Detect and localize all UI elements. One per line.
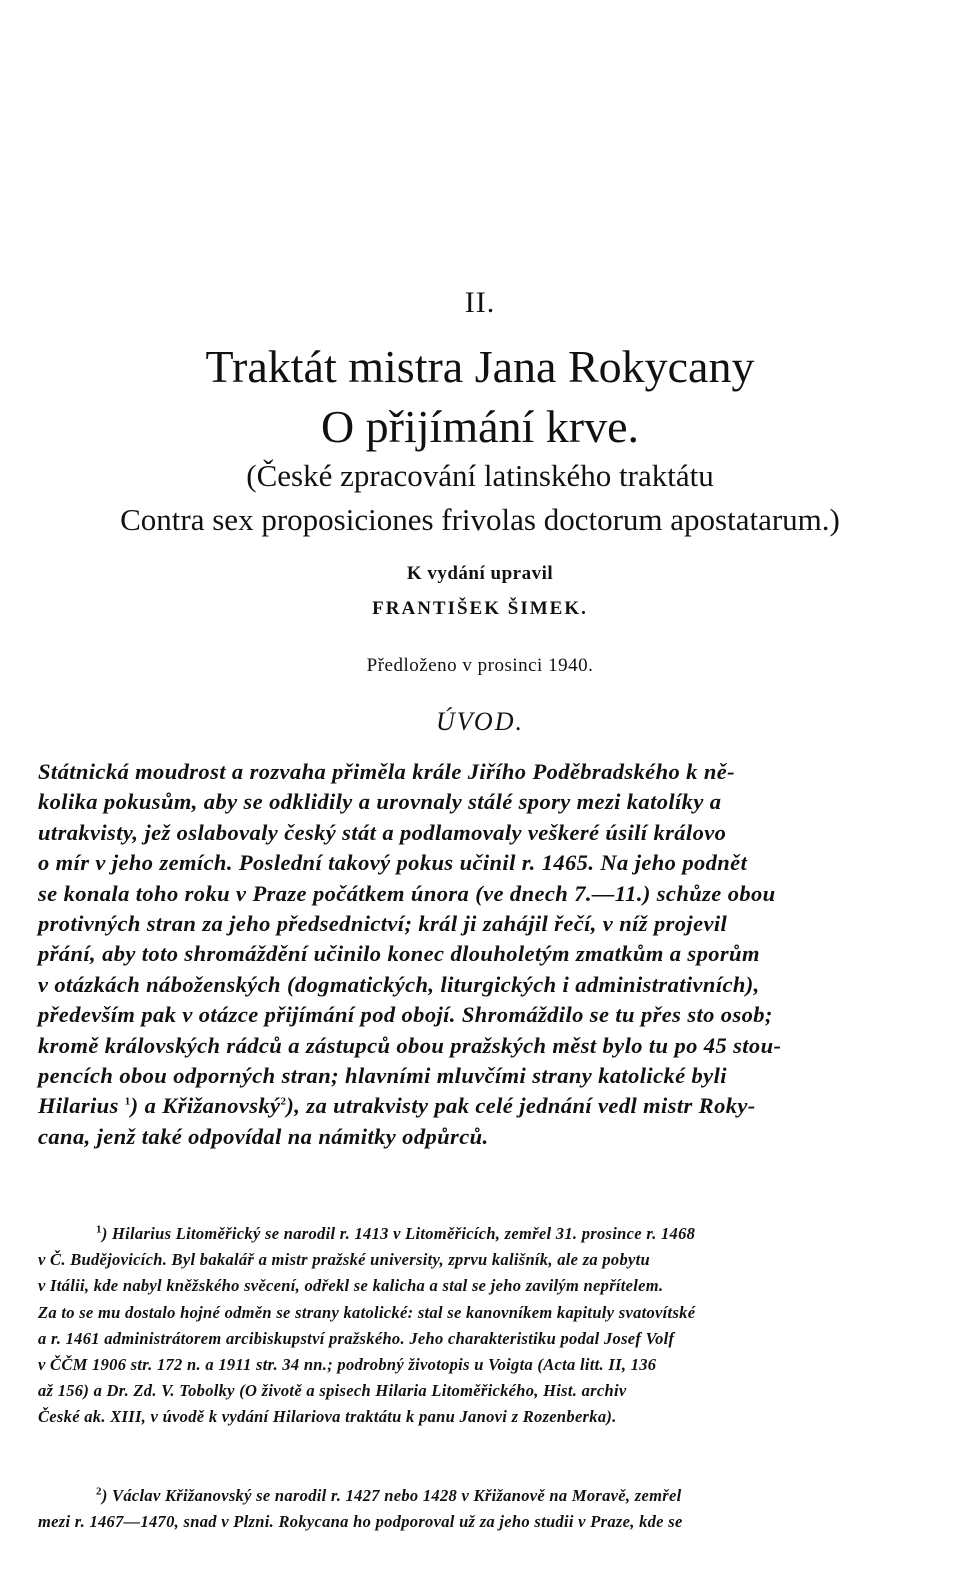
intro-paragraph [38,757,908,1152]
footnote-marker: 2 [96,1485,102,1498]
intro-line: se konala toho roku v Praze počátkem února (ve dnech 7.—11.) schůze obou [38,880,776,906]
footnote-2 [38,1483,908,1535]
intro-line: kolika pokusům, aby se odklidily a urovnaly stálé spory mezi katolíky a [38,789,722,815]
intro-line: o mír v jeho zemích. Poslední takový pokus učinil r. 1465. Na jeho podnět [38,850,748,876]
intro-text: ), za utrakvisty pak celé jednání vedl mistr Roky- [286,1093,756,1119]
footnote-line: České ak. XIII, v úvodě k vydání Hilariova traktátu k panu Janovi z Rozenberka). [38,1407,617,1427]
title-line-1: Traktát mistra Jana Rokycany [205,341,755,392]
intro-line: utrakvisty, jež oslabovaly český stát a podlamovaly veškeré úsilí královo [38,819,727,845]
intro-line: kromě královských rádců a zástupců obou pražských měst bylo tu po 45 stou- [38,1032,782,1058]
footnote-line: mezi r. 1467—1470, snad v Plzni. Rokycana ho podporoval už za jeho studii v Praze, kde se [38,1512,683,1532]
editor-name: FRANTIŠEK ŠIMEK. [372,598,588,619]
intro-heading: ÚVOD. [436,707,524,736]
intro-text: Hilarius [38,1093,119,1119]
footnote-line: až 156) a Dr. Zd. V. Tobolky (O životě a spisech Hilaria Litoměřického, Hist. archiv [38,1381,627,1401]
footnote-1 [38,1221,908,1431]
footnote-ref-1[interactable]: 1 [124,1095,131,1108]
footnote-ref-2[interactable]: 2 [280,1095,287,1108]
presentation-date: Předloženo v prosinci 1940. [366,655,594,676]
footnote-line: a r. 1461 administrátorem arcibiskupství pražského. Jeho charakteristiku podal Josef Volf [38,1328,675,1348]
footnote-line: v ČČM 1906 str. 172 n. a 1911 str. 34 nn.; podrobný životopis u Voigta (Acta litt. II, 136 [38,1355,657,1375]
intro-line-with-notes [38,1091,908,1121]
intro-line: pencích obou odporných stran; hlavními mluvčími strany katolické byli [38,1063,727,1089]
footnote-line: Za to se mu dostalo hojné odměn se strany katolické: stal se kanovníkem kapituly svatovítské [38,1302,696,1322]
subtitle-line-1: (České zpracování latinského traktátu [246,458,714,493]
footnote-line: v Itálii, kde nabyl kněžského svěcení, odřekl se kalicha a stal se jeho zavilým nepřítelem. [38,1276,664,1296]
footnote-line: $^2$) Václav Křižanovský se narodil r. 1427 nebo 1428 v Křižanově na Moravě, zemřel [96,1485,682,1505]
footnote-marker: 1 [96,1223,102,1236]
subtitle-line-2: Contra sex proposiciones frivolas doctorum apostatarum.) [120,502,840,537]
footnote-line: $^1$) Hilarius Litoměřický se narodil r. 1413 v Litoměřicích, zemřel 31. prosince r. 1468 [96,1223,696,1243]
intro-line: cana, jenž také odpovídal na námitky odpůrců. [38,1123,489,1149]
footnote-line: v Č. Budějovicích. Byl bakalář a mistr pražské university, zprvu kališník, ale za pobytu [38,1250,651,1270]
chapter-number: II. [464,286,496,319]
title-line-2: O přijímání krve. [320,401,640,452]
intro-line: Státnická moudrost a rozvaha přiměla krále Jiřího Poděbradského k ně- [38,759,736,784]
intro-text: ) a Křižanovský [130,1093,281,1119]
intro-line: protivných stran za jeho předsednictví; král ji zahájil řečí, v níž projevil [38,911,728,937]
editor-credit: K vydání upravil [406,563,554,584]
intro-line: především pak v otázce přijímání pod obojí. Shromáždilo se tu přes sto osob; [38,1002,773,1028]
intro-line: v otázkách náboženských (dogmatických, liturgických i administrativních), [38,971,760,997]
intro-line: přání, aby toto shromáždění učinilo konec dlouholetým zmatkům a sporům [38,941,760,967]
